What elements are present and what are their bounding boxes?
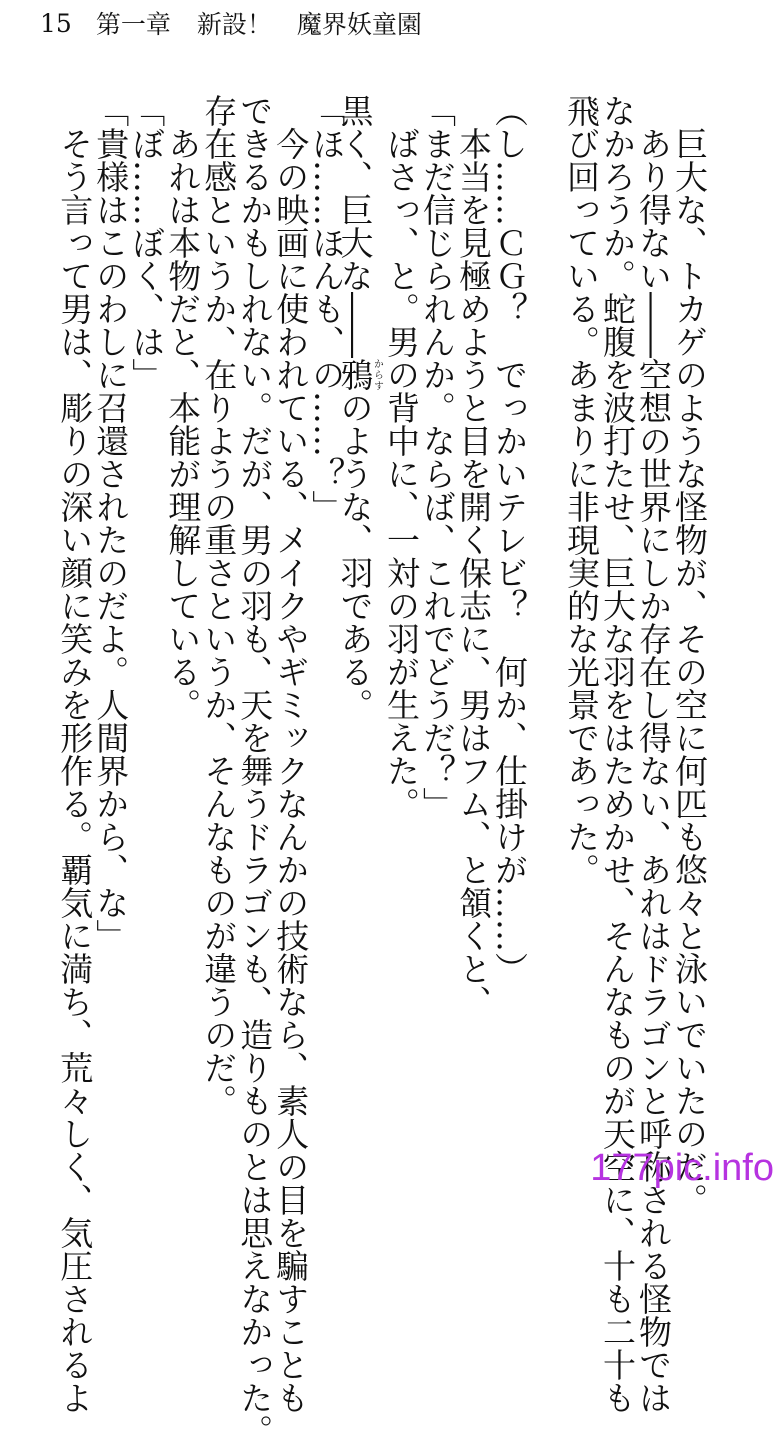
text-line: 飛び回っている。あまりに非現実的な光景であった。 — [562, 94, 601, 886]
text-line: 「貴様はこのわしに召還されたのだよ。人間界から、な」 — [91, 94, 131, 952]
text-line: 本当を見極めようと目を開く保志に、男はフム、と頷くと、 — [454, 127, 493, 1018]
text-line: あれは本物だと、本能が理解している。 — [163, 127, 203, 721]
text-line: （し……ＣＧ？ でっかいテレビ？ 何か、仕掛けが……） — [490, 94, 529, 985]
running-header — [40, 6, 422, 40]
text-line: 「ほ……ほんも、の……？」 — [307, 94, 347, 523]
text-line: 「ぼ……ぼく、は」 — [127, 94, 167, 391]
ruby-word — [335, 358, 383, 391]
text-before-ruby: 黒く、巨大な―― — [335, 94, 375, 358]
ruby-base: 鴉 — [335, 358, 375, 391]
text-line: 存在感というか、在りようの重さというか、そんなものが違うのだ。 — [199, 94, 239, 1117]
page-number: 15 — [40, 8, 72, 38]
text-after-ruby: のような、羽である。 — [335, 391, 375, 721]
text-line: できるかもしれない。だが、男の羽も、天を舞うドラゴンも、造りものとは思えなかった。 — [235, 94, 275, 1447]
text-line: 「まだ信じられんか。ならば、これでどうだ？」 — [418, 94, 457, 820]
text-line-with-ruby — [335, 94, 383, 1104]
watermark: 177pic.info — [590, 1147, 774, 1189]
chapter-title: 第一章 — [95, 10, 171, 39]
text-line: ばさっ、と。男の背中に、一対の羽が生えた。 — [382, 127, 421, 820]
text-line: 巨大な、トカゲのような怪物が、その空に何匹も悠々と泳いでいたのだ。 — [670, 127, 709, 1216]
text-line: あり得ない――空想の世界にしか存在し得ない、あれはドラゴンと呼称される怪物では — [634, 127, 673, 1414]
line-gap — [529, 94, 562, 1104]
text-line: 今の映画に使われている、メイクやギミックなんかの技術なら、素人の目を騙すことも — [271, 127, 311, 1414]
ruby-reading: からす — [371, 358, 383, 391]
text-line: なかろうか。蛇腹を波打たせ、巨大な羽をはためかせ、そんなものが天空に、十も二十も — [598, 94, 637, 1414]
section-title: 新設！ 魔界妖童園 — [196, 10, 422, 39]
text-line: そう言って男は、彫りの深い顔に笑みを形作る。覇気に満ち、荒々しく、気圧されるよ — [55, 127, 95, 1414]
